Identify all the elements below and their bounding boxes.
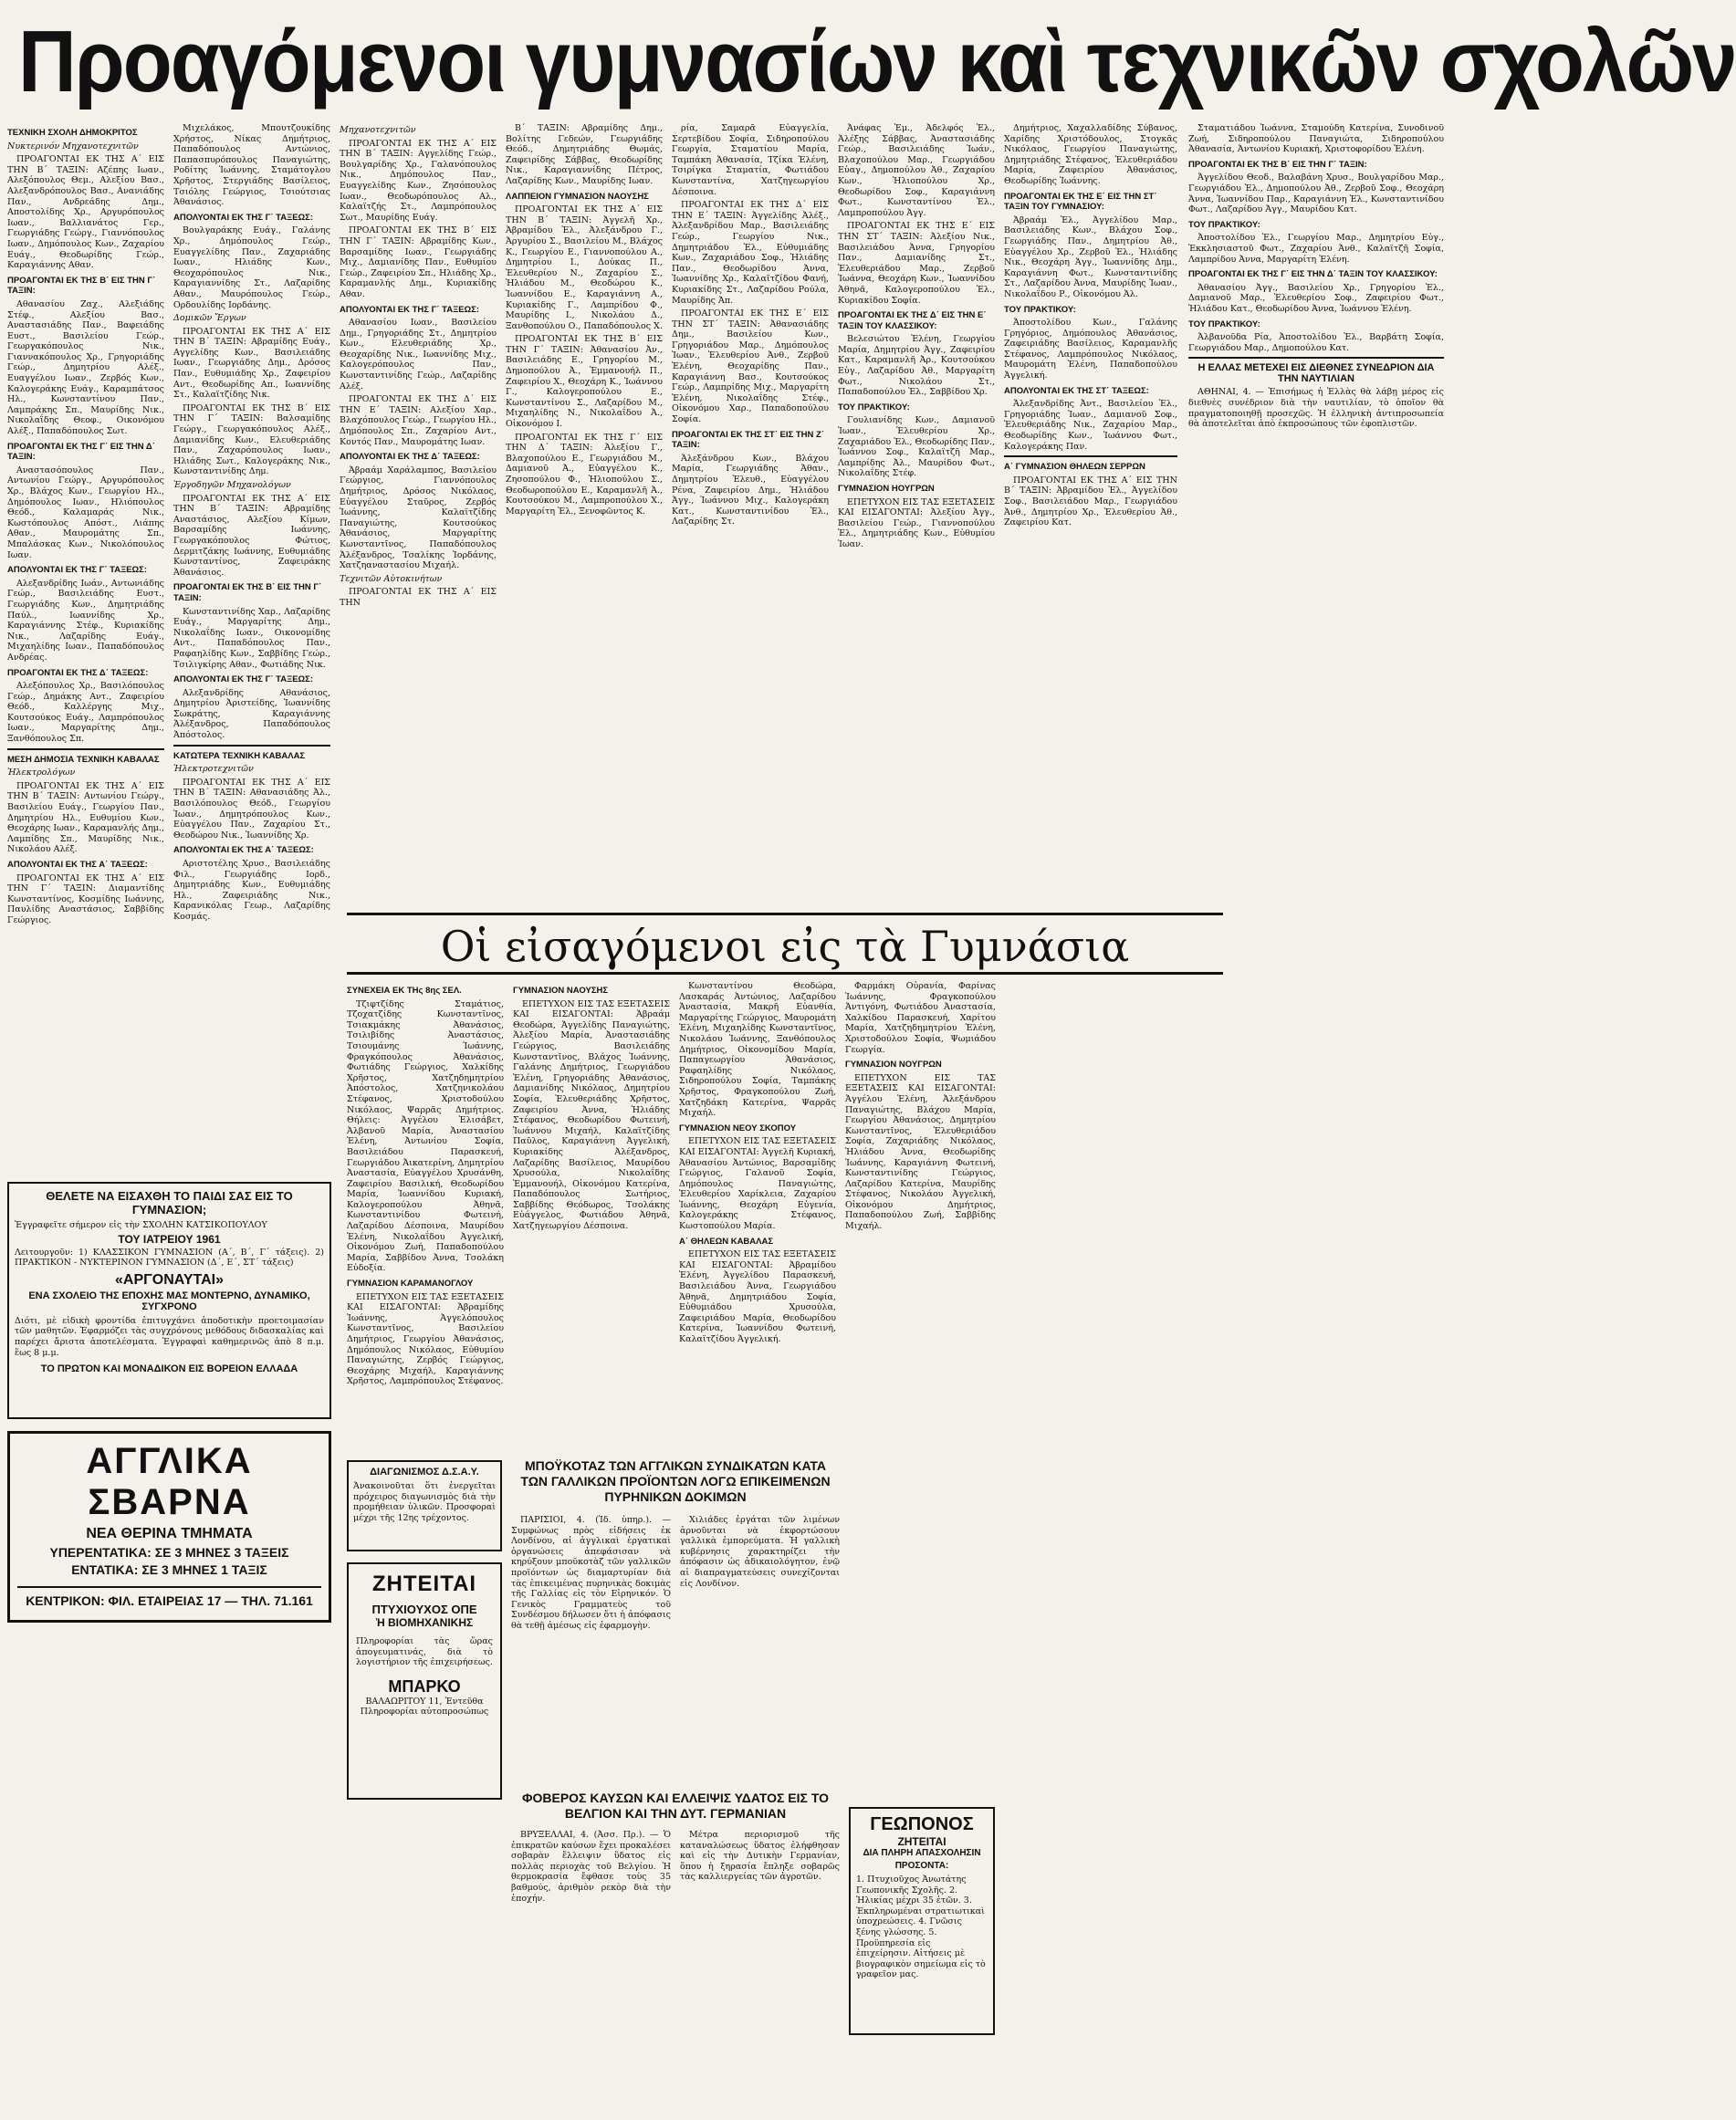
mid-column-b — [513, 981, 670, 1446]
school-heading: Α΄ ΓΥΜΝΑΣΙΟΝ ΘΗΛΕΩΝ ΣΕΡΡΩΝ — [1004, 462, 1145, 473]
list-item: ΕΠΕΤΥΧΟΝ ΕΙΣ ΤΑΣ ΕΞΕΤΑΣΕΙΣ ΚΑΙ ΕΙΣΑΓΟΝΤΑΙ: Ἀλεξίου Ἀγγ., Βασιλείου Γεώρ., Γιαννοπούλου Ἐλ., Δημητριάδης Κων., Εὐθυμίου Ἰωαν. — [838, 496, 995, 549]
job-advertisement — [849, 1807, 995, 2035]
section-heading: ΑΠΟΛΥΟΝΤΑΙ ΕΚ ΤΗΣ Γ΄ ΤΑΞΕΩΣ: — [340, 304, 480, 315]
list-item: Ἀβραάμ Ἐλ., Ἀγγελίδου Μαρ., Βασιλειάδης Κων., Βλάχου Σοφ., Γεωργιάδης Παν., Δημητρίου Ἀθ., Εὐαγγέλου Χρ., Ζερβοῦ Ἑλ., Ἡλιάδης Νικ., Θεοχάρη Ἀγγ., Ἰωαννίδης Δημ., Καραγιάννη Φωτ., Κωνσταντινίδης Στ., Λαζαρίδου Ἀννα, Μαυρίδης Ἰωαν., Νικολαΐδου Ρ., Οἰκονόμου Ἀλ. — [1004, 214, 1177, 299]
school-heading: ΚΑΤΩΤΕΡΑ ΤΕΧΝΙΚΗ ΚΑΒΑΛΑΣ — [173, 750, 306, 761]
ad-line: ΠΤΥΧΙΟΥΧΟΣ ΟΠΕ — [371, 1603, 477, 1616]
school-heading: ΤΕΧΝΙΚΗ ΣΧΟΛΗ ΔΗΜΟΚΡΙΤΟΣ — [7, 128, 138, 138]
section-heading: ΑΠΟΛΥΟΝΤΑΙ ΕΚ ΤΗΣ Γ΄ ΤΑΞΕΩΣ: — [173, 674, 314, 685]
news-body-column — [680, 1830, 840, 2104]
list-item: ΕΠΕΤΥΧΟΝ ΕΙΣ ΤΑΣ ΕΞΕΤΑΣΕΙΣ ΚΑΙ ΕΙΣΑΓΟΝΤΑΙ: Ἀβραμίδου Ἑλένη, Ἀγγελίδου Παρασκευή, Βασιλειάδου Ἀννα, Γεωργιάδου Ἀθηνᾶ, Δημητριάδου Σοφία, Εὐθυμιάδου Χρυσούλα, Ζαφειριάδου Μαρία, Θεοδωρίδου Κατερίνα, Ἰωαννίδου Φωτεινή, Καλαϊτζίδου Ἀγγελική. — [679, 1249, 836, 1344]
list-item: Ἀποστολίδου Κων., Γαλάνης Γρηγόριος, Δημόπουλος Ἀθανάσιος, Ζαφειριάδης Βασίλειος, Καραμανλῆς Στέφανος, Λαμπρόπουλος Νικόλαος, Μαυρομάτη Ἑλένη, Παπαδοπούλου Ἀγγελική. — [1004, 318, 1177, 381]
ad-line: ΝΕΑ ΘΕΡΙΝΑ ΤΜΗΜΑΤΑ — [86, 1526, 253, 1541]
column-6 — [838, 123, 995, 908]
section-heading: ΑΠΟΛΥΟΝΤΑΙ ΕΚ ΤΗΣ Δ΄ ΤΑΞΕΩΣ: — [340, 452, 480, 463]
list-item: Κωνσταντινίδης Χαρ., Λαζαρίδης Ευάγ., Μαργαρίτης Δημ., Νικολαΐδης Ιωαν., Οικονομίδης Αντ., Παπαδόπουλος Παν., Ραφαηλίδης Κων., Σαββίδης Γεώρ., Τσιλιγκίρης Αθαν., Φωτιάδης Νικ. — [173, 606, 330, 670]
school-heading: ΓΥΜΝΑΣΙΟΝ ΗΟΥΓΡΩΝ — [838, 484, 935, 494]
column-5 — [672, 123, 829, 908]
ad-body: 1. Πτυχιοῦχος Ἀνωτάτης Γεωπονικῆς Σχολῆς. 2. Ἡλικίας μέχρι 35 ἐτῶν. 3. Ἐκπληρωμέναι στρατιωτικαὶ ὑποχρεώσεις. 4. Γνῶσις ξένης γλώσσης. 5. Προϋπηρεσία εἰς ἐπιχείρησιν. Αἰτήσεις μὲ βιογραφικὸν σημείωμα εἰς τὸ γραφεῖον μας. — [856, 1875, 986, 1980]
ad-line: Λειτουργοῦν: 1) ΚΛΑΣΣΙΚΟΝ ΓΥΜΝΑΣΙΟΝ (Α΄, Β΄, Γ΄ τάξεις). 2) ΠΡΑΚΤΙΚΟΝ - ΝΥΚΤΕΡΙΝΟΝ ΓΥΜΝΑΣΙΟΝ (Δ΄, Ε΄, ΣΤ΄ τάξεις) — [15, 1247, 324, 1269]
list-item: ΕΠΕΤΥΧΟΝ ΕΙΣ ΤΑΣ ΕΞΕΤΑΣΕΙΣ ΚΑΙ ΕΙΣΑΓΟΝΤΑΙ: Ἀβραμίδης Ἰωάννης, Ἀγγελόπουλος Κωνσταντῖνος, Βασιλείου Δημήτριος, Γεωργίου Ἀθανάσιος, Δημόπουλος Νικόλαος, Εὐθυμίου Παναγιώτης, Ζερβός Γεώργιος, Θεοχάρης Μιχαήλ, Καραγιάννης Χρῆστος, Λαμπρόπουλος Στέφανος. — [347, 1291, 504, 1387]
news-body: Χιλιάδες ἐργάται τῶν λιμένων ἀρνοῦνται νὰ ἐκφορτώσουν γαλλικὰ ἐμπορεύματα. Ἡ γαλλικὴ κυβέρνησις χαρακτηρίζει τὴν ἀπόφασιν ὡς ἀδικαιολόγητον, ἐνῷ αἱ διαπραγματεύσεις συνεχίζονται εἰς Λονδίνον. — [680, 1515, 840, 1589]
news-body: ΑΘΗΝΑΙ, 4. — Ἐπισήμως ἡ Ἑλλὰς θὰ λάβῃ μέρος εἰς διεθνὲς συνέδριον διὰ τὴν ναυτιλίαν, τὸ ὁποῖον θὰ πραγματοποιηθῇ προσεχῶς. Ἡ ἑλληνικὴ ἀντιπροσωπεία θὰ ἀποτελεῖται ἀπὸ ἐκπροσώπους τῶν ἐφοπλιστῶν. — [1188, 387, 1444, 430]
school-advertisement — [7, 1182, 331, 1419]
column-3 — [340, 123, 497, 908]
list-item: ΠΡΟΑΓΟΝΤΑΙ ΕΚ ΤΗΣ Α΄ ΕΙΣ ΤΗΝ Γ΄ ΤΑΞΙΝ: Διαμαντίδης Κωνσταντίνος, Κοσμίδης Ιωάννης, Παυλίδης Αναστάσιος, Σαββίδης Γεώργιος. — [7, 872, 164, 925]
list-item: ΠΡΟΑΓΟΝΤΑΙ ΕΚ ΤΗΣ Α΄ ΕΙΣ ΤΗΝ Β΄ ΤΑΞΙΝ: Αθανασιάδης Ἀλ., Βασιλόπουλος Θεόδ., Γεωργίου Ἰωαν., Δημητρόπουλος Κων., Εὐαγγέλου Παν., Ζαχαρίου Στ., Θεοδώρου Νικ., Ἰωαννίδης Χρ. — [173, 777, 330, 841]
ad-title: ΖΗΤΕΙΤΑΙ — [371, 1572, 477, 1596]
ad-line: ΔΙΑ ΠΛΗΡΗ ΑΠΑΣΧΟΛΗΣΙΝ — [863, 1848, 981, 1858]
list-item: ΕΠΕΤΥΧΟΝ ΕΙΣ ΤΑΣ ΕΞΕΤΑΣΕΙΣ ΚΑΙ ΕΙΣΑΓΟΝΤΑΙ: Ἀβραάμ Θεοδώρα, Ἀγγελίδης Παναγιώτης, Ἀλεξίου Μαρία, Ἀναστασιάδης Γεώργιος, Βασιλειάδης Κωνσταντῖνος, Βλάχος Ἰωάννης, Γαλάνης Δημήτριος, Γεωργιάδου Ἑλένη, Γρηγοριάδης Ἀθανάσιος, Δαμιανίδης Νικόλαος, Δημητρίου Σοφία, Ἐλευθεριάδης Χρῆστος, Ζαφειρίου Ἀννα, Ἡλιάδης Στέφανος, Θεοδωρίδου Φωτεινή, Ἰωάννου Μιχαήλ, Καλαϊτζίδης Παῦλος, Καραγιάννη Ἀγγελική, Κυριακίδης Ἀλέξανδρος, Λαζαρίδης Βασίλειος, Μαυρίδου Χρυσούλα, Νικολαΐδης Ἐμμανουήλ, Οἰκονόμου Κατερίνα, Παπαδόπουλος Σωτήριος, Σαββίδης Θεόδωρος, Τσολάκης Εὐάγγελος, Φωτιάδου Ἀθηνᾶ, Χατζηγεωργίου Δέσποινα. — [513, 998, 670, 1232]
mid-column-c — [679, 981, 836, 1446]
mid-column-a — [347, 981, 504, 1456]
news-body-column — [680, 1515, 840, 1780]
ad-line: ΖΗΤΕΙΤΑΙ — [897, 1835, 946, 1848]
list-item: Ἀβραάμ Χαράλαμπος, Βασιλείου Γεώργιος, Γιαννόπουλος Δημήτριος, Δρόσος Νικόλαος, Εὐαγγέλου Σταῦρος, Ζερβός Ἰωάννης, Καλαϊτζίδης Παναγιώτης, Κουτσούκος Ἀθανάσιος, Μαργαρίτης Κωνσταντῖνος, Παπαδόπουλος Ἀλέξανδρος, Τσαλίκης Ἰορδάνης, Χατζηαναστασίου Μιχαήλ. — [340, 465, 497, 571]
department-heading: Ἠλεκτρολόγων — [7, 768, 76, 778]
divider — [7, 748, 164, 750]
list-item: ΠΡΟΑΓΟΝΤΑΙ ΕΚ ΤΗΣ Γ΄ ΕΙΣ ΤΗΝ Δ΄ ΤΑΞΙΝ: Ἀλεξίου Γ., Βλαχοπούλου Ε., Γεωργιάδου Μ., Δαμιανοῦ Ἀ., Εὐαγγέλου Κ., Ζησοπούλου Φ., Ἡλιοπούλου Σ., Θεοδωροπούλου Ε., Καραμανλῆ Ἀ., Κουτσούκου Μ., Λαμπροπούλου Χ., Μαργαρίτη Ἐλ., Ξενοφῶντος Κ. — [506, 432, 663, 517]
section-heading: ΠΡΟΑΓΟΝΤΑΙ ΕΚ ΤΗΣ Β΄ ΕΙΣ ΤΗΝ Γ΄ ΤΑΞΙΝ: — [173, 582, 322, 603]
ad-company: ΜΠΑΡΚΟ — [388, 1676, 461, 1696]
list-item: ΠΡΟΑΓΟΝΤΑΙ ΕΚ ΤΗΣ Δ΄ ΕΙΣ ΤΗΝ Ε΄ ΤΑΞΙΝ: Ἀγγελίδης Ἀλέξ., Ἀλεξανδρίδου Μαρ., Βασιλειάδης Γεώρ., Γεωργίου Νικ., Δημητριάδου Ἐλ., Εὐθυμιάδης Κων., Ζαχαριάδου Σοφ., Ἠλιάδης Παν., Θεοδωρίδου Ἀννα, Ἰωαννίδης Χρ., Καλαϊτζίδου Φανή, Κυριακίδης Στ., Λαζαρίδου Ρούλα, Μαυρίδης Ἀπ. — [672, 200, 829, 306]
school-heading: Α΄ ΘΗΛΕΩΝ ΚΑΒΑΛΑΣ — [679, 1236, 774, 1247]
ad-slogan: ΕΝΑ ΣΧΟΛΕΙΟ ΤΗΣ ΕΠΟΧΗΣ ΜΑΣ ΜΟΝΤΕΡΝΟ, ΔΥΝΑΜΙΚΟ, ΣΥΓΧΡΟΝΟ — [28, 1290, 310, 1312]
divider — [1188, 357, 1444, 359]
news-headline: ΜΠΟΫΚΟΤΑΖ ΤΩΝ ΑΓΓΛΙΚΩΝ ΣΥΝΔΙΚΑΤΩΝ ΚΑΤΑ ΤΩΝ ΓΑΛΛΙΚΩΝ ΠΡΟΪΟΝΤΩΝ ΛΟΓΩ ΕΠΙΚΕΙΜΕΝΩΝ ΠΥΡΗΝΙΚΩΝ ΔΟΚΙΜΩΝ — [520, 1458, 831, 1504]
masthead-title: Προαγόμενοι γυμνασίων καὶ τεχνικῶν σχολῶν — [18, 13, 1736, 110]
news-body: ΠΑΡΙΣΙΟΙ, 4. (Ἰδ. ὑπηρ.). — Συμφώνως πρὸς εἰδήσεις ἐκ Λονδίνου, αἱ ἀγγλικαὶ ἐργατικαὶ ὀργανώσεις ἀπεφάσισαν νὰ κηρύξουν μποϋκοτὰζ τῶν γαλλικῶν προϊόντων ὡς διαμαρτυρίαν διὰ τὰς ἐπικειμένας πυρηνικὰς δοκιμὰς τῆς Γαλλίας εἰς τὸν Εἰρηνικόν. Ὁ Γενικὸς Γραμματεὺς τοῦ Συνδέσμου δήλωσεν ὅτι ἡ ἀπόφασις θὰ τεθῇ ἀμέσως εἰς ἐφαρμογὴν. — [511, 1515, 671, 1631]
list-item: ΠΡΟΑΓΟΝΤΑΙ ΕΚ ΤΗΣ Ε΄ ΕΙΣ ΤΗΝ ΣΤ΄ ΤΑΞΙΝ: Ἀλεξίου Νικ., Βασιλειάδου Ἀννα, Γρηγορίου Παν., Δαμιανίδης Στ., Ἐλευθεριάδου Μαρ., Ζερβοῦ Ἰωάννα, Θεοχάρη Κων., Ἰωαννίδου Ἀθηνᾶ, Καλογεροπούλου Ἐλ., Κυριακίδου Σοφία. — [838, 221, 995, 306]
ad-address: ΒΑΛΑΩΡΙΤΟΥ 11, Ἐντεῦθα Πληροφορίαι αὐτοπροσώπως — [360, 1696, 489, 1718]
section-heading: ΑΠΟΛΥΟΝΤΑΙ ΕΚ ΤΗΣ Α΄ ΤΑΞΕΩΣ: — [7, 860, 148, 870]
column-8 — [1188, 123, 1444, 2104]
school-heading: ΓΥΜΝΑΣΙΟΝ ΝΑΟΥΣΗΣ — [513, 986, 609, 996]
section-heading: ΑΠΟΛΥΟΝΤΑΙ ΕΚ ΤΗΣ Α΄ ΤΑΞΕΩΣ: — [173, 845, 314, 856]
news-body: ΒΡΥΞΕΛΛΑΙ, 4. (Ἀσσ. Πρ.). — Ὁ ἐπικρατῶν καύσων ἔχει προκαλέσει σοβαρὰν ἔλλειψιν ὕδατος εἰς πολλὰς περιοχὰς τοῦ Βελγίου. Ἡ θερμοκρασία ἔφθασε τοὺς 35 βαθμούς, ἀριθμὸν ρεκὸρ διὰ τὴν ἐποχήν. — [511, 1830, 671, 1904]
ad-title: ΓΕΩΠΟΝΟΣ — [870, 1814, 974, 1834]
department-heading: Μηχανοτεχνιτῶν — [340, 125, 416, 135]
divider — [173, 745, 330, 747]
ad-line: ΠΡΟΣΟΝΤΑ: — [894, 1861, 949, 1871]
department-heading: Ἐργοδηγῶν Μηχανολόγων — [173, 480, 291, 490]
news-headline: Η ΕΛΛΑΣ ΜΕΤΕΧΕΙ ΕΙΣ ΔΙΕΘΝΕΣ ΣΥΝΕΔΡΙΟΝ ΔΙΑ ΤΗΝ ΝΑΥΤΙΛΙΑΝ — [1197, 362, 1435, 384]
list-item: Αθανασίου Ζαχ., Αλεξιάδης Στέφ., Αλεξίου Βασ., Αναστασιάδης Παν., Βαφειάδης Ευστ., Βασιλείου Γεώρ., Γεωργακόπουλος Νικ., Γιαννακόπουλος Χρ., Γρηγοριάδης Γεώρ., Δημητρίου Αλέξ., Ευαγγέλου Ιωαν., Ζερβός Κων., Καλογεράκης Ευάγ., Καραμπάτσος Ηλ., Κωνσταντίνου Παν., Λαμπράκης Σπ., Μαυρίδης Νικ., Νικολαΐδης Θεοφ., Οικονόμου Αλέξ., Παπαδόπουλος Σωτ. — [7, 298, 164, 437]
ad-line: ΕΝΤΑΤΙΚΑ: ΣΕ 3 ΜΗΝΕΣ 1 ΤΑΞΙΣ — [71, 1562, 267, 1577]
list-item: ΕΠΕΤΥΧΟΝ ΕΙΣ ΤΑΣ ΕΞΕΤΑΣΕΙΣ ΚΑΙ ΕΙΣΑΓΟΝΤΑΙ: Ἀγγελῆ Κυριακή, Ἀθανασίου Ἀντώνιος, Βαρσαμίδης Γεώργιος, Γαλανοῦ Σοφία, Δημόπουλος Παναγιώτης, Ἐλευθερίου Χαρίκλεια, Ζαχαρίου Ἰωάννης, Θεοχάρη Εὐγενία, Καλογεράκης Στέφανος, Κωστοπούλου Μαρία. — [679, 1136, 836, 1232]
list-item: Αριστοτέλης Χρυσ., Βασιλειάδης Φιλ., Γεωργιάδης Ιορδ., Δημητριάδης Κων., Ευθυμιάδης Ηλ., Ζαφειριάδης Νικ., Καρανικόλας Γεωρ., Λαζαρίδης Κοσμάς. — [173, 859, 330, 922]
ad-school-name: «ΑΡΓΟΝΑΥΤΑΙ» — [115, 1271, 224, 1288]
section-heading: ΑΠΟΛΥΟΝΤΑΙ ΕΚ ΤΗΣ Γ΄ ΤΑΞΕΩΣ: — [7, 565, 148, 576]
job-advertisement — [347, 1562, 502, 1800]
school-heading: ΓΥΜΝΑΣΙΟΝ ΝΟΥΓΡΩΝ — [845, 1060, 942, 1070]
ad-title: ΘΕΛΕΤΕ ΝΑ ΕΙΣΑΧΘΗ ΤΟ ΠΑΙΔΙ ΣΑΣ ΕΙΣ ΤΟ ΓΥΜΝΑΣΙΟΝ; — [46, 1189, 293, 1217]
list-item: ΕΠΕΤΥΧΟΝ ΕΙΣ ΤΑΣ ΕΞΕΤΑΣΕΙΣ ΚΑΙ ΕΙΣΑΓΟΝΤΑΙ: Ἀγγέλου Ἑλένη, Ἀλεξάνδρου Παναγιώτης, Βλάχου Μαρία, Γεωργίου Ἀθανάσιος, Δημητρίου Κωνσταντῖνος, Ἐλευθεριάδου Σοφία, Ζαχαριάδης Νικόλαος, Ἡλιάδου Ἀννα, Θεοδωρίδης Ἰωάννης, Καραγιάννη Φωτεινή, Κωνσταντινίδης Γεώργιος, Λαζαρίδου Κατερίνα, Μαυρίδης Στέφανος, Νικολάου Ἀγγελική, Οἰκονόμου Δημήτριος, Παπαδοπούλου Ζωή, Σαββίδης Μιχαήλ. — [845, 1072, 996, 1232]
column-1 — [7, 123, 164, 1264]
section-heading: ΑΠΟΛΥΟΝΤΑΙ ΕΚ ΤΗΣ ΣΤ΄ ΤΑΞΕΩΣ: — [1004, 385, 1149, 396]
list-item: ΠΡΟΑΓΟΝΤΑΙ ΕΚ ΤΗΣ Α΄ ΕΙΣ ΤΗΝ Β΄ ΤΑΞΙΝ: Αγγελίδης Γεώρ., Βουλγαρίδης Χρ., Γαλανόπουλος Νικ., Δημόπουλος Παν., Ευαγγελίδης Κων., Ζησόπουλος Ιωαν., Θεοδωρόπουλος Αλ., Καλαϊτζής Στ., Λαμπρόπουλος Σωτ., Μαυρίδης Ευάγ. — [340, 138, 497, 223]
list-item: Ἀλεξάνδρου Κων., Βλάχου Μαρία, Γεωργιάδης Ἀθαν., Δημητρίου Ἐλευθ., Εὐαγγέλου Ρένα, Ζαφειρίου Δημ., Ἡλιάδου Ἀγγ., Ἰωάννου Μιχ., Καλογεράκη Κατ., Κωνσταντινίδου Ἐλ., Λαζαρίδης Στ. — [672, 453, 829, 527]
list-item: Ἀθανασίου Ἀγγ., Βασιλείου Χρ., Γρηγορίου Ἐλ., Δαμιανοῦ Μαρ., Ἐλευθερίου Σοφ., Ζαφειρίου Φωτ., Ἡλιάδου Κατ., Θεοδωρίδου Ἀννα, Ἰωάννου Ἑλένη. — [1188, 282, 1444, 314]
section-heading: ΣΥΝΕΧΕΙΑ ΕΚ ΤΗς 8ης ΣΕΛ. — [347, 986, 462, 996]
section-heading: ΤΟΥ ΠΡΑΚΤΙΚΟΥ: — [838, 402, 910, 413]
list-item: ΠΡΟΑΓΟΝΤΑΙ ΕΚ ΤΗΣ Ε΄ ΕΙΣ ΤΗΝ ΣΤ΄ ΤΑΞΙΝ: Ἀθανασιάδης Δημ., Βασιλείου Κων., Γρηγοριάδου Μαρ., Δημόπουλος Ἰωαν., Ἐλευθερίου Ἀνθ., Ζερβοῦ Ἑλένη, Θεοχαρίδης Παν., Καραγιάννη Βασ., Κουτσούκος Γεώρ., Λαμπρίδης Μιχ., Μαργαρίτη Ἐλένη, Νικολαΐδης Στέφ., Οἰκονόμου Χαρ., Παπαδοπούλου Σοφία. — [672, 308, 829, 425]
list-item: Αθανασίου Ιωαν., Βασιλείου Δημ., Γρηγοριάδης Στ., Δημητρίου Κων., Ελευθεριάδης Χρ., Θεοχαρίδης Νικ., Ιωαννίδης Μιχ., Καλογερόπουλος Παν., Κωνσταντινίδης Γεώρ., Λαζαρίδης Αλέξ. — [340, 318, 497, 392]
school-heading: ΓΥΜΝΑΣΙΟΝ ΝΕΟΥ ΣΚΟΠΟΥ — [679, 1123, 797, 1133]
department-heading: Δομικῶν Ἔργων — [173, 313, 246, 324]
list-item: ΠΡΟΑΓΟΝΤΑΙ ΕΚ ΤΗΣ Α΄ ΕΙΣ ΤΗΝ — [340, 587, 497, 608]
news-body-column — [511, 1515, 671, 1780]
section-heading: ΠΡΟΑΓΟΝΤΑΙ ΕΚ ΤΗΣ Γ΄ ΕΙΣ ΤΗΝ Δ΄ ΤΑΞΙΝ: — [7, 441, 155, 463]
ad-line: ΤΟΥ ΙΑΤΡΕΙΟΥ 1961 — [118, 1232, 221, 1246]
ad-title: ΔΙΑΓΩΝΙΣΜΟΣ Δ.Σ.Α.Υ. — [370, 1467, 479, 1478]
section-heading: ΑΠΟΛΥΟΝΤΑΙ ΕΚ ΤΗΣ Γ΄ ΤΑΞΕΩΣ: — [173, 212, 314, 223]
section-heading: ΠΡΟΑΓΟΝΤΑΙ ΕΚ ΤΗΣ Γ΄ ΕΙΣ ΤΗΝ Δ΄ ΤΑΞΙΝ ΤΟΥ ΚΛΑΣΣΙΚΟΥ: — [1188, 269, 1438, 280]
ad-line: ΥΠΕΡΕΝΤΑΤΙΚΑ: ΣΕ 3 ΜΗΝΕΣ 3 ΤΑΞΕΙΣ — [49, 1545, 289, 1560]
department-heading: Τεχνιτῶν Αὐτοκινήτων — [340, 573, 443, 584]
section-heading: ΠΡΟΑΓΟΝΤΑΙ ΕΚ ΤΗΣ Δ΄ ΤΑΞΕΩΣ: — [7, 667, 149, 678]
school-heading: ΓΥΜΝΑΣΙΟΝ ΚΑΡΑΜΑΝΟΓΛΟΥ — [347, 1279, 474, 1290]
list-item: Βουλγαράκης Ευάγ., Γαλάνης Χρ., Δημόπουλος Γεώρ., Ευαγγελίδης Παν., Ζαχαριάδης Ιωαν., Ηλιάδης Κων., Θεοχαρόπουλος Νικ., Καραγιαννίδης Στ., Λαζαρίδης Αθαν., Μαυρόπουλος Γεώρ., Ορδουλίδης Ιορδάνης. — [173, 225, 330, 310]
list-item: ΠΡΟΑΓΟΝΤΑΙ ΕΚ ΤΗΣ Α΄ ΕΙΣ ΤΗΝ Β΄ ΤΑΞΙΝ: Ἀγγελῆ Χρ., Ἀβραμίδου Ἐλ., Ἀλεξάνδρου Γ., Ἀργυρίου Σ., Βασιλείου Μ., Βλάχος Κ., Γεωργίου Ε., Γιαννοπούλου Α., Δημητρίου Ι., Δούκας Π., Ἐλευθερίου Ν., Ζαχαρίου Σ., Ἡλιάδου Μ., Θεοδώρου Κ., Ἰωαννίδου Ε., Καραγιάννη Α., Κυριακίδης Γ., Λαμπρίδου Φ., Μαυρίδης Ι., Νικολάου Δ., Ξανθοπούλου Ο., Παπαδόπουλος Χ. — [506, 204, 663, 331]
section-heading: ΠΡΟΑΓΟΝΤΑΙ ΕΚ ΤΗΣ ΣΤ΄ ΕΙΣ ΤΗΝ Ζ΄ ΤΑΞΙΝ: — [672, 429, 824, 451]
list-item: ΠΡΟΑΓΟΝΤΑΙ ΕΚ ΤΗΣ Β΄ ΕΙΣ ΤΗΝ Γ΄ ΤΑΞΙΝ: Βαλσαμίδης Γεώργ., Γεωργακόπουλος Αλέξ., Δαμιανίδης Κων., Ελευθεριάδης Παν., Ζαχαρόπουλος Ιωαν., Ηλιάδης Σωτ., Καλογεράκης Νικ., Κωνσταντινίδης Δημ. — [173, 402, 330, 477]
list-item: Αλεξόπουλος Χρ., Βασιλόπουλος Γεώρ., Δημάκης Αντ., Ζαφειρίου Θεόδ., Καλλέργης Μιχ., Κουτσούκος Ευάγ., Λαμπρόπουλος Ιωαν., Μαργαρίτης Δημ., Ξανθόπουλος Σπ. — [7, 681, 164, 745]
list-item: Φαρμάκη Οὐρανία, Φαρίνας Ἰωάννης, Φραγκοπούλου Ἀντιγόνη, Φωτιάδου Ἀναστασία, Χαλκίδου Παρασκευή, Χαρίτου Μαρία, Χατζηδημητρίου Ἑλένη, Χριστοδούλου Σοφία, Ψωμιάδου Γεωργία. — [845, 981, 996, 1055]
department-heading: Νυκτερινόν Μηχανοτεχνιτῶν — [7, 141, 139, 151]
section-heading: ΠΡΟΑΓΟΝΤΑΙ ΕΚ ΤΗΣ Β΄ ΕΙΣ ΤΗΝ Γ΄ ΤΑΞΙΝ: — [7, 275, 156, 297]
list-item: ΠΡΟΑΓΟΝΤΑΙ ΕΚ ΤΗΣ Α΄ ΕΙΣ ΤΗΝ Β΄ ΤΑΞΙΝ: Αντωνίου Γεώργ., Βασιλείου Ευάγ., Γεωργίου Παν., Δημητρίου Ηλ., Ευθυμίου Κων., Θεοχάρης Ιωαν., Καραμανλής Δημ., Λαμπίδης Σπ., Μαυρίδης Νικ., Νικολάου Αλέξ. — [7, 780, 164, 855]
list-item: Μιχελάκος, Μπουτζουκίδης Χρήστος, Νίκας Δημήτριος, Παπαδόπουλος Αντώνιος, Παπασπυρόπουλος Παναγιώτης, Ροδίτης Ἰωάννης, Σταμάτογλου Χρῆστος, Στεργιάδης Βασίλειος, Τσιόλης Γεώργιος, Τσιούτσιας Ἀθανάσιος. — [173, 123, 330, 208]
list-item: Κωνσταντίνου Θεοδώρα, Λασκαράς Ἀντώνιος, Λαζαρίδου Ἀναστασία, Μακρῆ Εὐανθία, Μαργαρίτης Γεώργιος, Μαυρομάτη Ἑλένη, Μιχαηλίδης Κωνσταντῖνος, Νικολάου Ἰωάννης, Ξανθόπουλος Δημήτριος, Οἰκονομίδου Μαρία, Παπαγεωργίου Ἀθανάσιος, Ραφαηλίδης Νικόλαος, Σιδηροπούλου Σοφία, Ταμπάκης Χρῆστος, Φραγκοπούλου Ζωή, Χατζηδάκη Κατερίνα, Ψαρρᾶς Μιχαήλ. — [679, 981, 836, 1119]
english-lessons-advertisement — [7, 1431, 331, 1623]
list-item: Ἀλεξανδρίδης Ἀντ., Βασιλείου Ἐλ., Γρηγοριάδης Ἰωαν., Δαμιανοῦ Σοφ., Ἐλευθεριάδης Νικ., Ζαχαρίου Μαρ., Θεοδωρίδης Κων., Ἰωάννου Φωτ., Καλογεράκης Παν. — [1004, 399, 1177, 452]
list-item: ΠΡΟΑΓΟΝΤΑΙ ΕΚ ΤΗΣ Α΄ ΕΙΣ ΤΗΝ Β΄ ΤΑΞΙΝ: Ἀβραμίδου Ἐλ., Ἀγγελίδου Σοφ., Βασιλειάδου Μαρ., Γεωργιάδου Ἀνθ., Δημητρίου Χρ., Ἐλευθερίου Ἀθ., Ζαφειρίου Κατ. — [1004, 475, 1177, 528]
ad-title: ΑΓΓΛΙΚΑ ΣΒΑΡΝΑ — [86, 1441, 253, 1522]
tender-notice — [347, 1460, 502, 1551]
list-item: Γουλιανίδης Κων., Δαμιανοῦ Ἰωαν., Ἐλευθερίου Χρ., Ζαχαριάδου Ἐλ., Θεοδωρίδης Παν., Ἰωάννου Σοφ., Καλαϊτζῆ Μαρ., Λαμπρίδης Ἀλ., Μαυρίδου Φωτ., Νικολαΐδης Στέφ. — [838, 415, 995, 479]
news-body: Μέτρα περιορισμοῦ τῆς καταναλώσεως ὕδατος ἐλήφθησαν καὶ εἰς τὴν Δυτικὴν Γερμανίαν, ὅπου ἡ ξηρασία ἔπληξε σοβαρῶς τὰς καλλιεργείας τῶν ἀγροτῶν. — [680, 1830, 840, 1883]
list-item: Δημήτριος, Χαχαλλαδίδης Σύβανος, Χαρίδης Χριστόδουλος, Στογκᾶς Νικόλαος, Γεωργίου Παναγιώτης, Δημητριάδης Στέφανος, Ἐλευθεριάδου Μαρία, Ζαφειρίου Ἀθανάσιος, Θεοδωρίδης Ἰωάννης. — [1004, 123, 1177, 186]
section-heading: ΤΟΥ ΠΡΑΚΤΙΚΟΥ: — [1188, 219, 1260, 230]
school-heading: ΜΕΣΗ ΔΗΜΟΣΙΑ ΤΕΧΝΙΚΗ ΚΑΒΑΛΑΣ — [7, 754, 160, 765]
list-item: Αλεξανδρίδης Αθανάσιος, Δημητρίου Ἀριστείδης, Ἰωαννίδης Σωκράτης, Καραγιάννης Ἀλέξανδρος, Παπαδόπουλος Ἀπόστολος. — [173, 687, 330, 741]
school-heading: ΛΑΠΠΕΙΟΝ ΓΥΜΝΑΣΙΟΝ ΝΑΟΥΣΗΣ — [506, 191, 649, 202]
ad-address: ΚΕΝΤΡΙΚΟΝ: ΦΙΛ. ΕΤΑΙΡΕΙΑΣ 17 — ΤΗΛ. 71.161 — [17, 1586, 321, 1608]
list-item: ΠΡΟΑΓΟΝΤΑΙ ΕΚ ΤΗΣ Β΄ ΕΙΣ ΤΗΝ Γ΄ ΤΑΞΙΝ: Αβραμίδης Κων., Βαρσαμίδης Ιωαν., Γεωργιάδης Μιχ., Δαμιανίδης Παν., Ευθυμίου Γεώρ., Ζαφειρίου Σπ., Ηλιάδης Χρ., Καραμανλής Δημ., Κυριακίδης Αθαν. — [340, 225, 497, 299]
news-body-column — [511, 1830, 671, 2104]
ad-body: Πληροφορίαι τὰς ὥρας ἀπογευματινάς, διὰ τὸ λογιστήριον τῆς ἐπιχειρήσεως. — [356, 1636, 493, 1668]
list-item: Τζιφτζίδης Σταμάτιος, Τζοχατζίδης Κωνσταντῖνος, Τσιακμάκης Ἀθανάσιος, Τσιλιβίδης Ἀναστάσιος, Τσιουμάνης Ἰωάννης, Φραγκόπουλος Ἀθανάσιος, Φωτιάδης Γεώργιος, Χαλκίδης Χρῆστος, Χατζηδημητρίου Ἀπόστολος, Χατζηνικολάου Στέφανος, Χριστοδούλου Νικόλαος, Ψαρρᾶς Δημήτριος. Θήλεις: Ἀγγέλου Ἐλισάβετ, Ἀλβανοῦ Μαρία, Ἀναστασίου Ἑλένη, Ἀντωνίου Σοφία, Βασιλειάδου Παρασκευή, Γεωργιάδου Ἀικατερίνη, Δημητρίου Ἀναστασία, Εὐαγγέλου Χρυσάνθη, Ζαφειρίου Βασιλική, Θεοδωρίδου Μαρία, Ἰωαννίδου Κυριακή, Καλογεροπούλου Ἀθηνᾶ, Κωνσταντινίδου Φωτεινή, Λαζαρίδου Δέσποινα, Μαυρίδου Ἑλένη, Νικολαΐδου Ἀγγελική, Οἰκονόμου Ζωή, Παπαδοπούλου Μαρία, Σαββίδου Ἀννα, Τσολάκη Εὐδοξία. — [347, 998, 504, 1274]
list-item: Ἀλβανοῦδα Ρία, Ἀποστολίδου Ἐλ., Βαρβάτη Σοφία, Γεωργιάδου Μαρ., Δημοπούλου Κατ. — [1188, 332, 1444, 353]
list-item: ΠΡΟΑΓΟΝΤΑΙ ΕΚ ΤΗΣ Β΄ ΕΙΣ ΤΗΝ Γ΄ ΤΑΞΙΝ: Ἀθανασίου Ἀν., Βασιλειάδης Ε., Γρηγορίου Μ., Δημοπούλου Ἀ., Ἐμμανουήλ Π., Ζαφειρίου Χ., Θεοχάρη Κ., Ἰωάννου Γ., Καλογεροπούλου Ε., Κωνσταντίνου Σ., Λαζαρίδου Μ., Μιχαηλίδης Ν., Νικολαΐδου Ἀ., Οἰκονόμου Ι. — [506, 334, 663, 430]
section-heading: ΠΡΟΑΓΟΝΤΑΙ ΕΚ ΤΗΣ Δ΄ ΕΙΣ ΤΗΝ Ε΄ ΤΑΞΙΝ ΤΟΥ ΚΛΑΣΣΙΚΟΥ: — [838, 310, 987, 331]
department-heading: Ἠλεκτροτεχνιτῶν — [173, 764, 254, 775]
list-item: Σταματιάδου Ἰωάννα, Σταμούδη Κατερίνα, Συνοδινοῦ Ζωή, Σιδηροπούλου Παναγιώτα, Σιδηροπούλου Ἀθανασία, Ἀντωνίου Κυριακή, Χριστοφορίδου Ἑλένη. — [1188, 123, 1444, 155]
column-7 — [1004, 123, 1177, 2104]
list-item: Ἀνάφας Ἐμ., Ἀδελφός Ἐλ., Ἀλέξης Σάββας, Ἀναστασιάδης Γεώρ., Βασιλειάδης Ἰωάν., Βλαχοπούλου Μαρ., Γεωργιάδου Εὐαγ., Δημοπούλου Ἀθ., Ζαχαρίου Κων., Ἡλιοπούλου Χρ., Θεοδωρίδου Σοφ., Καραγιάννη Φωτ., Κωνσταντίνου Ἑλ., Λαμπροπούλου Ἀγγ. — [838, 123, 995, 218]
list-item: Βελεσιώτου Ἑλένη, Γεωργίου Μαρία, Δημητρίου Ἀγγ., Ζαφειρίου Κατ., Καραμανλῆ Ἀρ., Κουτσούκου Εὐγ., Λαζαρίδου Ἀθ., Μαργαρίτη Φωτ., Νικολάου Στ., Παπαδοπούλου Ἐλ., Σαββίδου Χρ. — [838, 334, 995, 398]
list-item: Ἀγγελίδου Θεοδ., Βαλαβάνη Χρυσ., Βουλγαρίδου Μαρ., Γεωργιάδου Ἐλ., Δημοπούλου Ἀθ., Ζερβοῦ Σοφ., Θεοχάρη Ἀννα, Ἰωαννίδου Παρ., Καραγιάννη Ἑλ., Κωνσταντινίδου Φωτ., Λαζαρίδου Ἀγγ., Μαυρίδου Κατ. — [1188, 172, 1444, 215]
ad-footer: ΤΟ ΠΡΩΤΟΝ ΚΑΙ ΜΟΝΑΔΙΚΟΝ ΕΙΣ ΒΟΡΕΙΟΝ ΕΛΛΑΔΑ — [40, 1363, 298, 1375]
column-2 — [173, 123, 330, 1173]
news-headline: ΦΟΒΕΡΟΣ ΚΑΥΣΩΝ ΚΑΙ ΕΛΛΕΙΨΙΣ ΥΔΑΤΟΣ ΕΙΣ ΤΟ ΒΕΛΓΙΟΝ ΚΑΙ ΤΗΝ ΔΥΤ. ΓΕΡΜΑΝΙΑΝ — [521, 1791, 830, 1821]
list-item: Β΄ ΤΑΞΙΝ: Αβραμίδης Δημ., Βολίτης Γεδεών, Γεωργιάδης Θεόδ., Δημητριάδης Θωμάς, Ζαφειρίδης Σάββας, Θεοδωρίδης Νικ., Καραγιαννίδης Πέτρος, Λαζαρίδης Κων., Μαυρίδης Ιωαν. — [506, 123, 663, 186]
ad-line: Ἡ ΒΙΟΜΗΧΑΝΙΚΗΣ — [375, 1616, 474, 1629]
list-item: ΠΡΟΑΓΟΝΤΑΙ ΕΚ ΤΗΣ Δ΄ ΕΙΣ ΤΗΝ Ε΄ ΤΑΞΙΝ: Αλεξίου Χαρ., Βλαχόπουλος Γεώρ., Γεωργίου Ηλ., Δημόπουλος Σπ., Ζαχαρίου Αντ., Κοντός Παν., Μαυρομάτης Ιωαν. — [340, 394, 497, 447]
ad-body: Ἀνακοινοῦται ὅτι ἐνεργεῖται πρόχειρος διαγωνισμὸς διὰ τὴν προμήθειαν ὑλικῶν. Προσφοραὶ μέχρι τῆς 12ης τρέχοντος. — [353, 1481, 496, 1523]
list-item: Ἀποστολίδου Ἐλ., Γεωργίου Μαρ., Δημητρίου Εὐγ., Ἐκκλησιαστοῦ Φωτ., Ζαχαρίου Ἀνθ., Καλαϊτζῆ Σοφία, Λαμπρίδου Ἀννα, Μαργαρίτη Ἑλένη. — [1188, 233, 1444, 265]
ad-line: Ἐγγραφεῖτε σήμερον εἰς τὴν ΣΧΟΛΗΝ ΚΑΤΣΙΚΟΠΟΥΛΟΥ — [15, 1220, 267, 1230]
list-item: ΠΡΟΑΓΟΝΤΑΙ ΕΚ ΤΗΣ Α΄ ΕΙΣ ΤΗΝ Β΄ ΤΑΞΙΝ: Αβραμίδης Ευάγ., Αγγελίδης Κων., Βασιλειάδης Ιωαν., Γεωργιάδης Δημ., Δρόσος Παν., Ευθυμιάδης Χρ., Ζαφειρίου Αντ., Θεοδωρίδης Απ., Ιωαννίδης Στ., Καλαϊτζίδης Νικ. — [173, 326, 330, 401]
list-item: Αναστασόπουλος Παν., Αντωνίου Γεώργ., Αργυρόπουλος Χρ., Βλάχος Κων., Γεωργίου Ηλ., Δημόπουλος Ιωαν., Ηλιόπουλος Θεόδ., Καλαμαράς Νικ., Κωστόπουλος Απόστ., Λιάπης Αθαν., Μαυρομάτης Σπ., Μπαλάσκας Κων., Νικολόπουλος Ιωαν. — [7, 465, 164, 560]
section-heading: ΤΟΥ ΠΡΑΚΤΙΚΟΥ: — [1004, 304, 1076, 315]
list-item: ρία, Σαμαρᾶ Εὐαγγελία, Σερτεβίδου Σοφία, Σιδηροπούλου Γεωργία, Σταματίου Μαρία, Ταμπάκη Ἀθανασία, Τζίκα Ἑλένη, Τσιρίγκα Σταματία, Φωτιάδου Κωνσταντίνα, Χατζηγεωργίου Δέσποινα. — [672, 123, 829, 197]
list-item: ΠΡΟΑΓΟΝΤΑΙ ΕΚ ΤΗΣ Α΄ ΕΙΣ ΤΗΝ Β΄ ΤΑΞΙΝ: Αζέπης Ιωαν., Αλεξόπουλος Θεμ., Αλεξίου Βασ., Αλεξανδρόπουλος Βασ., Ανανιάδης Παν., Ανδρεάδης Δημ., Αποστολίδης Χρ., Αργυρόπουλος Ιωαν., Βαλλιανάτος Γερ., Γεωργιάδης Γεώργ., Γιαννόπουλος Ιωαν., Δημόπουλος Κων., Ζαχαρίου Ευάγ., Θεοδωρίδης Γεώρ., Καραγιάννης Αθαν. — [7, 154, 164, 271]
section-heading: ΠΡΟΑΓΟΝΤΑΙ ΕΚ ΤΗΣ Ε΄ ΕΙΣ ΤΗΝ ΣΤ΄ ΤΑΞΙΝ ΤΟΥ ΓΥΜΝΑΣΙΟΥ: — [1004, 191, 1157, 213]
list-item: ΠΡΟΑΓΟΝΤΑΙ ΕΚ ΤΗΣ Α΄ ΕΙΣ ΤΗΝ Β΄ ΤΑΞΙΝ: Αβραμίδης Αναστάσιος, Αλεξίου Κίμων, Βαρσαμίδης Ιωάννης, Γεωργακόπουλος Φώτιος, Δερμιτζάκης Ιωάννης, Ευθυμιάδης Κωνσταντίνος, Ζαφειράκης Ἀθανάσιος. — [173, 493, 330, 578]
ad-body: Διότι, μὲ εἰδικὴ φροντίδα ἐπιτυγχάνει ἀποδοτικὴν προετοιμασίαν τῶν μαθητῶν. Ἐφαρμόζει τὰς συγχρόνους μεθόδους διδασκαλίας καὶ παρέχει ἄριστα ἀποτελέσματα. Ἐγγραφαὶ καθημερινῶς ἀπὸ 8 π.μ. ἕως 8 μ.μ. — [15, 1315, 324, 1358]
section-heading: ΠΡΟΑΓΟΝΤΑΙ ΕΚ ΤΗΣ Β΄ ΕΙΣ ΤΗΝ Γ΄ ΤΑΞΙΝ: — [1188, 159, 1367, 170]
list-item: Αλεξανδρίδης Ιωάν., Αντωνιάδης Γεώρ., Βασιλειάδης Ευστ., Γεωργιάδης Κων., Δημητριάδης Παύλ., Ιωαννίδης Χρ., Καραγιάννης Στέφ., Κυριακίδης Νικ., Λαζαρίδης Ευάγ., Μιχαηλίδης Ιωαν., Παπαδόπουλος Ανδρέας. — [7, 578, 164, 663]
column-4 — [506, 123, 663, 908]
section-heading: ΤΟΥ ΠΡΑΚΤΙΚΟΥ: — [1188, 319, 1260, 329]
divider — [1004, 455, 1177, 457]
section-headline: Οἱ εἰσαγόμενοι εἰς τὰ Γυμνάσια — [347, 913, 1223, 975]
